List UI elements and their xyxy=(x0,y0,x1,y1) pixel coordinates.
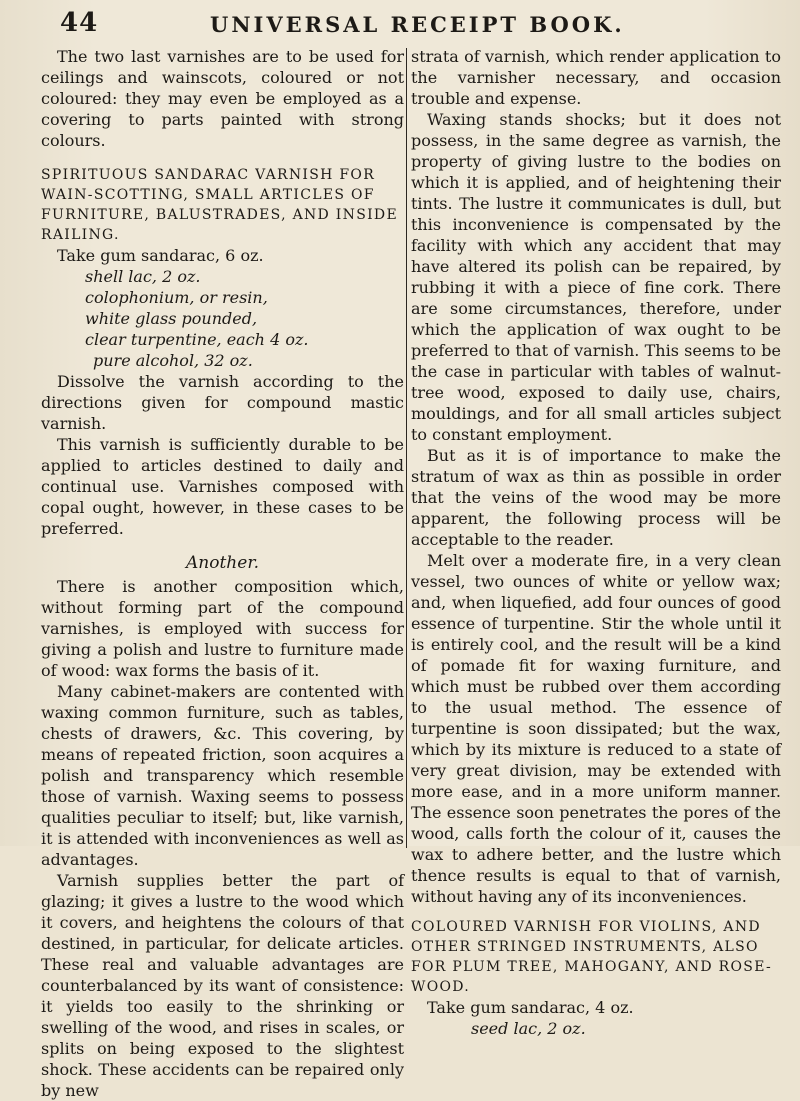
paragraph-cabinet-makers: Many cabinet-makers are contented with waxing common furniture, such as tables, chests of drawers, &c. This covering, by means of repeated friction, soon acquires a polish and transparency which resemble those of varnish. Waxing seems to possess qualities peculiar to itself; but, like varnish, it is attended with inconveniences as well as advantages. xyxy=(41,682,404,869)
paragraph-strata-continued: strata of varnish, which render application to the varnisher necessary, and occasion trouble and expense. xyxy=(411,47,781,108)
running-title: UNIVERSAL RECEIPT BOOK. xyxy=(210,12,625,37)
ingredient-line: Take gum sandarac, 4 oz. xyxy=(427,998,634,1017)
subheading-another: Another. xyxy=(186,553,259,573)
ingredient-line: shell lac, 2 oz. xyxy=(85,267,201,286)
ingredient-line: seed lac, 2 oz. xyxy=(471,1019,586,1038)
recipe-heading-coloured-varnish: COLOURED VARNISH FOR VIOLINS, AND OTHER STRINGED INSTRUMENTS, ALSO FOR PLUM TREE, MAHOGANY, AND ROSE-WOOD. xyxy=(411,919,773,995)
paragraph-varnish-uses: The two last varnishes are to be used for ceilings and wainscots, coloured or not coloured: they may even be employed as a covering to parts painted with strong colours. xyxy=(41,47,404,150)
page-header xyxy=(60,4,790,46)
paragraph-varnish-supplies: Varnish supplies better the part of glazing; it gives a lustre to the wood which it covers, and heightens the colours of that destined, in particular, for delicate articles. These real and valuable advantages are counterbalanced by its want of consistence: it yields too easily to the shrinking or swelling of the wood, and rises in scales, or splits on being exposed to the slightest shock. These accidents can be repaired only by new xyxy=(41,871,404,1100)
recipe-heading-sandarac-varnish: SPIRITUOUS SANDARAC VARNISH FOR WAIN-SCOTTING, SMALL ARTICLES OF FURNITURE, BALUSTRADES, AND INSIDE RAILING. xyxy=(41,167,398,243)
ingredient-line: colophonium, or resin, xyxy=(85,288,268,307)
right-column xyxy=(411,46,781,1039)
ingredient-line: clear turpentine, each 4 oz. xyxy=(85,330,309,349)
ingredient-list-coloured-varnish xyxy=(411,997,781,1039)
paragraph-melt-wax-process: Melt over a moderate fire, in a very clean vessel, two ounces of white or yellow wax; and, when liquefied, add four ounces of good essence of turpentine. Stir the whole until it is entirely cool, and the result will be a kind of pomade fit for waxing furniture, and which must be rubbed over them according to the usual method. The essence of turpentine is soon dissipated; but the wax, which by its mixture is reduced to a state of very great division, may be extended with more ease, and in a more uniform manner. The essence soon penetrates the pores of the wood, calls forth the colour of it, causes the wax to adhere better, and the lustre which thence results is equal to that of varnish, without having any of its inconveniences. xyxy=(411,551,781,906)
page-number: 44 xyxy=(60,8,99,38)
paragraph-stratum-of-wax: But as it is of importance to make the stratum of wax as thin as possible in order that the veins of the wood may be more apparent, the following process will be acceptable to the reader. xyxy=(411,446,781,549)
paragraph-wax-composition: There is another composition which, without forming part of the compound varnishes, is employed with success for giving a polish and lustre to furniture made of wood: wax forms the basis of it. xyxy=(41,577,404,680)
ingredient-line: Take gum sandarac, 6 oz. xyxy=(57,246,264,265)
ingredient-list-sandarac xyxy=(41,245,404,371)
column-divider xyxy=(406,48,407,848)
ingredient-line: pure alcohol, 32 oz. xyxy=(93,351,253,370)
paragraph-waxing-shocks: Waxing stands shocks; but it does not possess, in the same degree as varnish, the property of giving lustre to the bodies on which it is applied, and of heightening their tints. The lustre it communicates is dull, but this inconvenience is compensated by the facility with which any accident that may have altered its polish can be repaired, by rubbing it with a piece of fine cork. There are some circumstances, therefore, under which the application of wax ought to be preferred to that of varnish. This seems to be the case in particular with tables of walnut-tree wood, exposed to daily use, chairs, mouldings, and for all small articles subject to constant employment. xyxy=(411,110,781,444)
ingredient-line: white glass pounded, xyxy=(85,309,258,328)
paragraph-dissolve: Dissolve the varnish according to the directions given for compound mastic varnish. xyxy=(41,372,404,433)
left-column xyxy=(41,46,404,1101)
paragraph-durability: This varnish is sufficiently durable to be applied to articles destined to daily and continual use. Varnishes composed with copal ought, however, in these cases to be preferred. xyxy=(41,435,404,538)
